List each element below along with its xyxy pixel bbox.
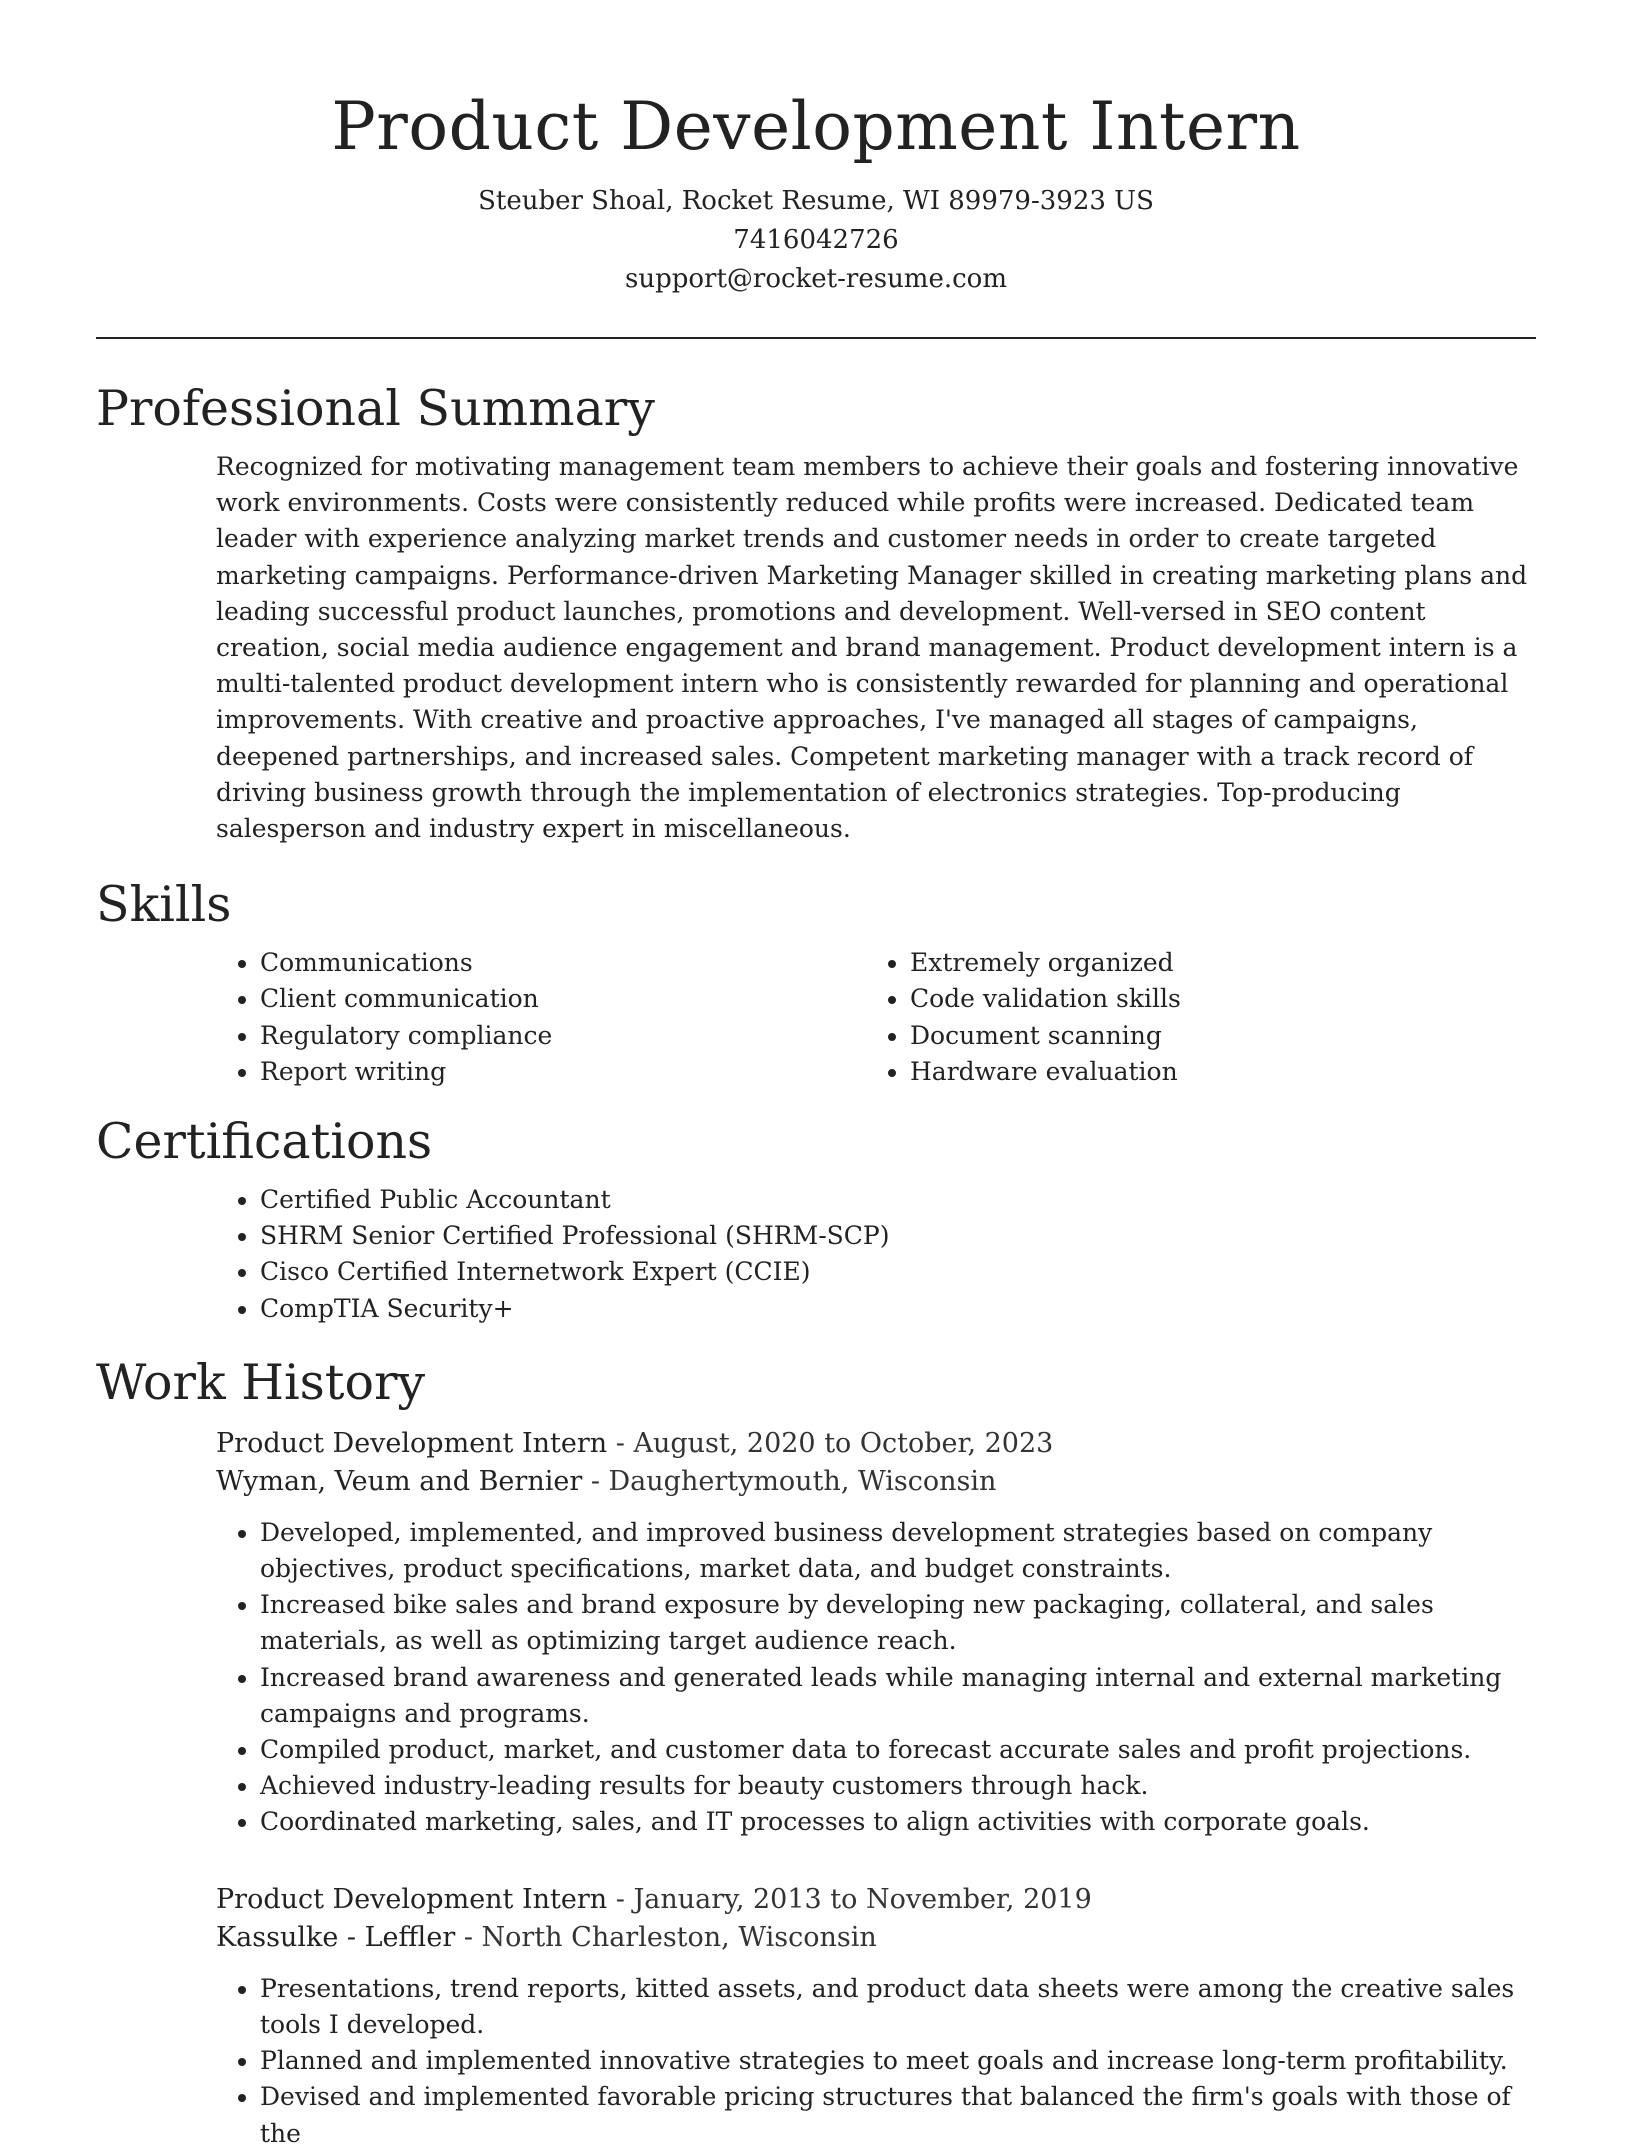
separator: -	[607, 1427, 634, 1459]
resume-header	[96, 0, 1536, 299]
job-entry	[216, 1425, 1536, 1841]
responsibility-item: • Compiled product, market, and customer data to forecast accurate sales and profit projections.	[260, 1732, 1556, 1768]
summary-heading: Professional Summary	[96, 380, 655, 437]
responsibility-item: • Increased bike sales and brand exposure by developing new packaging, collateral, and sales materials, as well as optimizing target audience reach.	[260, 1587, 1556, 1659]
responsibility-item: • Devised and implemented favorable pricing structures that balanced the firm's goals with those of the	[260, 2079, 1556, 2151]
header-divider	[96, 337, 1536, 339]
certification-item: • Cisco Certified Internetwork Expert (CCIE)	[260, 1254, 1536, 1290]
job-dates: August, 2020 to October, 2023	[633, 1427, 1054, 1459]
separator: -	[582, 1465, 609, 1497]
responsibility-item: • Coordinated marketing, sales, and IT processes to align activities with corporate goals.	[260, 1804, 1556, 1840]
skills-column-right	[866, 945, 1516, 1090]
phone: 7416042726	[733, 225, 899, 255]
job-title: Product Development Intern	[216, 1427, 608, 1459]
skill-item: • Communications	[260, 945, 866, 981]
skill-item: • Extremely organized	[910, 945, 1516, 981]
certifications-heading: Certifications	[96, 1113, 433, 1171]
skill-item: • Report writing	[260, 1054, 866, 1090]
certification-item: • CompTIA Security+	[260, 1291, 1536, 1327]
responsibility-item: • Developed, implemented, and improved business development strategies based on company objectives, product specifications, market data, and budget constraints.	[260, 1515, 1556, 1587]
work-history-heading: Work History	[96, 1353, 426, 1411]
skills-list	[216, 945, 1536, 1090]
certification-item: • SHRM Senior Certified Professional (SHRM-SCP)	[260, 1218, 1536, 1254]
job-responsibilities	[216, 1515, 1556, 1841]
skill-item: • Hardware evaluation	[910, 1054, 1516, 1090]
skill-item: • Document scanning	[910, 1018, 1516, 1054]
job-title-line	[216, 1881, 1536, 1919]
job-title: Product Development Intern	[216, 1883, 608, 1915]
job-company-line	[216, 1919, 1536, 1957]
candidate-name: Product Development Intern	[331, 88, 1301, 165]
separator: -	[455, 1921, 482, 1953]
job-responsibilities	[216, 1971, 1556, 2152]
summary-text: Recognized for motivating management team members to achieve their goals and fostering innovative work environments. Costs were consistently reduced while profits were increased. Dedicated team leader with experience analyzing market trends and customer needs in order to create targeted marketing campaigns. Performance-driven Marketing Manager skilled in creating marketing plans and leading successful product launches, promotions and development. Well-versed in SEO content creation, social media audience engagement and brand management. Product development intern is a multi-talented product development intern who is consistently rewarded for planning and operational improvements. With creative and proactive approaches, I've managed all stages of campaigns, deepened partnerships, and increased sales. Competent marketing manager with a track record of driving business growth through the implementation of electronics strategies. Top-producing salesperson and industry expert in miscellaneous.	[216, 452, 1528, 844]
job-dates: January, 2013 to November, 2019	[633, 1883, 1092, 1915]
company-name: Wyman, Veum and Bernier	[216, 1465, 583, 1497]
responsibility-item: • Achieved industry-leading results for beauty customers through hack.	[260, 1768, 1556, 1804]
email: support@rocket-resume.com	[624, 264, 1007, 294]
resume-page	[96, 0, 1536, 2152]
company-name: Kassulke - Leffler	[216, 1921, 456, 1953]
job-company-line	[216, 1463, 1536, 1501]
job-location: North Charleston, Wisconsin	[481, 1921, 877, 1953]
responsibility-item: • Planned and implemented innovative strategies to meet goals and increase long-term profitability.	[260, 2043, 1556, 2079]
job-location: Daughertymouth, Wisconsin	[608, 1465, 997, 1497]
address: Steuber Shoal, Rocket Resume, WI 89979-3923 US	[478, 186, 1154, 216]
skill-item: • Regulatory compliance	[260, 1018, 866, 1054]
responsibility-item: • Presentations, trend reports, kitted assets, and product data sheets were among the creative sales tools I developed.	[260, 1971, 1556, 2043]
certifications-list	[216, 1182, 1536, 1327]
skills-column-left	[216, 945, 866, 1090]
certification-item: • Certified Public Accountant	[260, 1182, 1536, 1218]
responsibility-item: • Increased brand awareness and generated leads while managing internal and external marketing campaigns and programs.	[260, 1660, 1556, 1732]
job-entry	[216, 1881, 1536, 2152]
skills-heading: Skills	[96, 876, 232, 934]
separator: -	[607, 1883, 634, 1915]
contact-info	[96, 182, 1536, 299]
skill-item: • Code validation skills	[910, 981, 1516, 1017]
skill-item: • Client communication	[260, 981, 866, 1017]
job-title-line	[216, 1425, 1536, 1463]
